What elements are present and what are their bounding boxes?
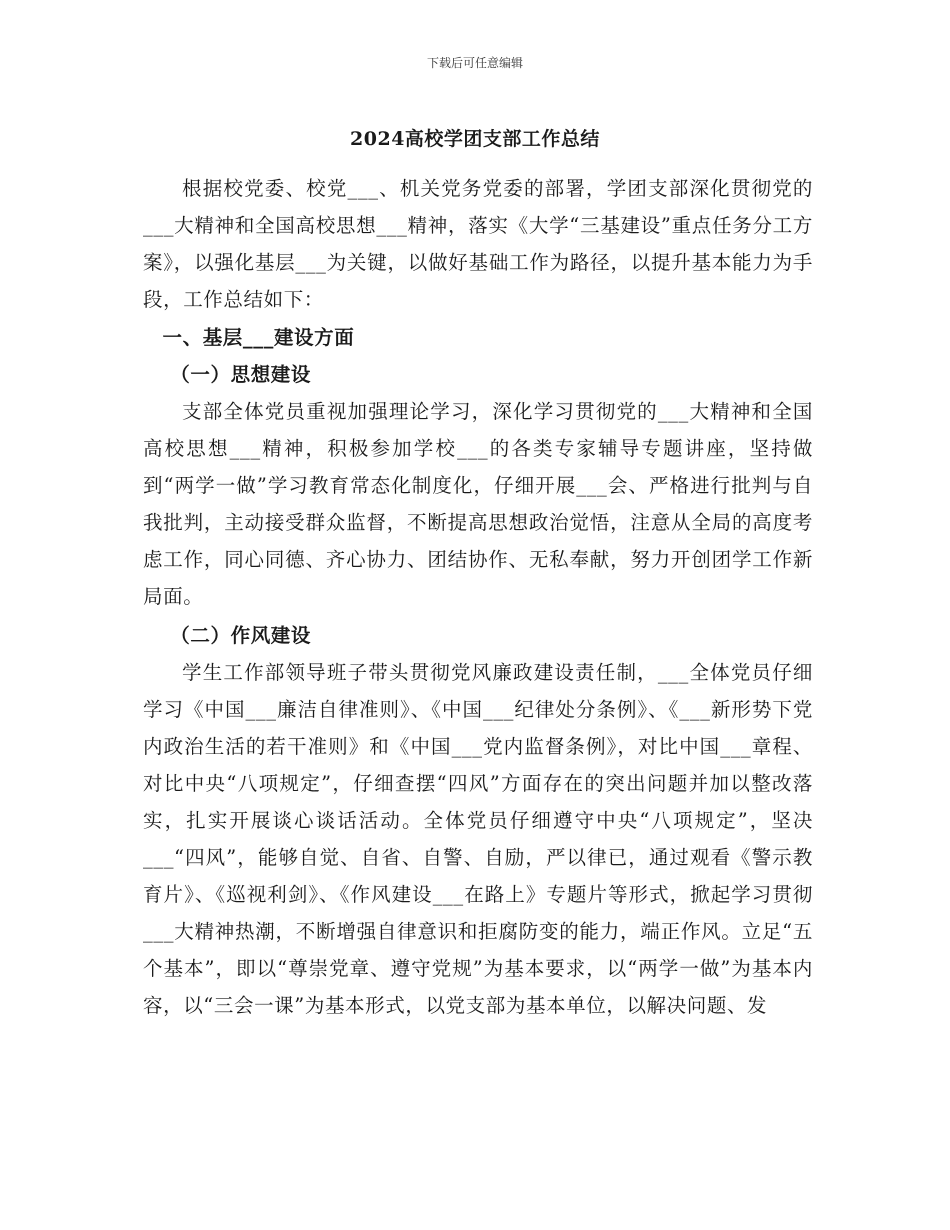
document-body (143, 170, 813, 1024)
subsection-heading-1: （一）思想建设 (170, 363, 311, 386)
section-heading-1: 一、基层___建设方面 (162, 326, 355, 349)
subsection-heading-2: （二）作风建设 (170, 624, 311, 647)
header-note: 下载后可任意编辑 (426, 56, 523, 70)
subsection-paragraph-2: 学生工作部领导班子带头贯彻党风廉政建设责任制，___全体党员仔细学习《中国___廉洁自律准则》、《中国___纪律处分条例》、《___新形势下党内政治生活的若干准则》和《中国___党内监督条例》，对比中国___章程、对比中央“八项规定”，仔细查摆“四风”方面存在的突出问题并加以整改落实，扎实开展谈心谈话活动。全体党员仔细遵守中央“八项规定”，坚决___“四风”，能够自觉、自省、自警、自励，严以律已，通过观看《警示教育片》、《巡视利剑》、《作风建设___在路上》专题片等形式，掀起学习贯彻___大精神热潮，不断增强自律意识和拒腐防变的能力，端正作风。立足“五个基本”，即以“尊崇党章、遵守党规”为基本要求，以“两学一做”为基本内容，以“三会一课”为基本形式，以党支部为基本单位，以解决问题、发 (143, 661, 813, 1017)
intro-paragraph: 根据校党委、校党___、机关党务党委的部署，学团支部深化贯彻党的___大精神和全国高校思想___精神，落实《大学“三基建设”重点任务分工方案》，以强化基层___为关键，以做好基础工作为路径，以提升基本能力为手段，工作总结如下： (143, 177, 813, 311)
subsection-paragraph-1: 支部全体党员重视加强理论学习，深化学习贯彻党的___大精神和全国高校思想___精神，积极参加学校___的各类专家辅导专题讲座，坚持做到“两学一做”学习教育常态化制度化，仔细开展___会、严格进行批判与自我批判，主动接受群众监督，不断提高思想政治觉悟，注意从全局的高度考虑工作，同心同德、齐心协力、团结协作、无私奉献，努力开创团学工作新局面。 (143, 400, 813, 608)
document-title: 2024高校学团支部工作总结 (350, 128, 600, 150)
